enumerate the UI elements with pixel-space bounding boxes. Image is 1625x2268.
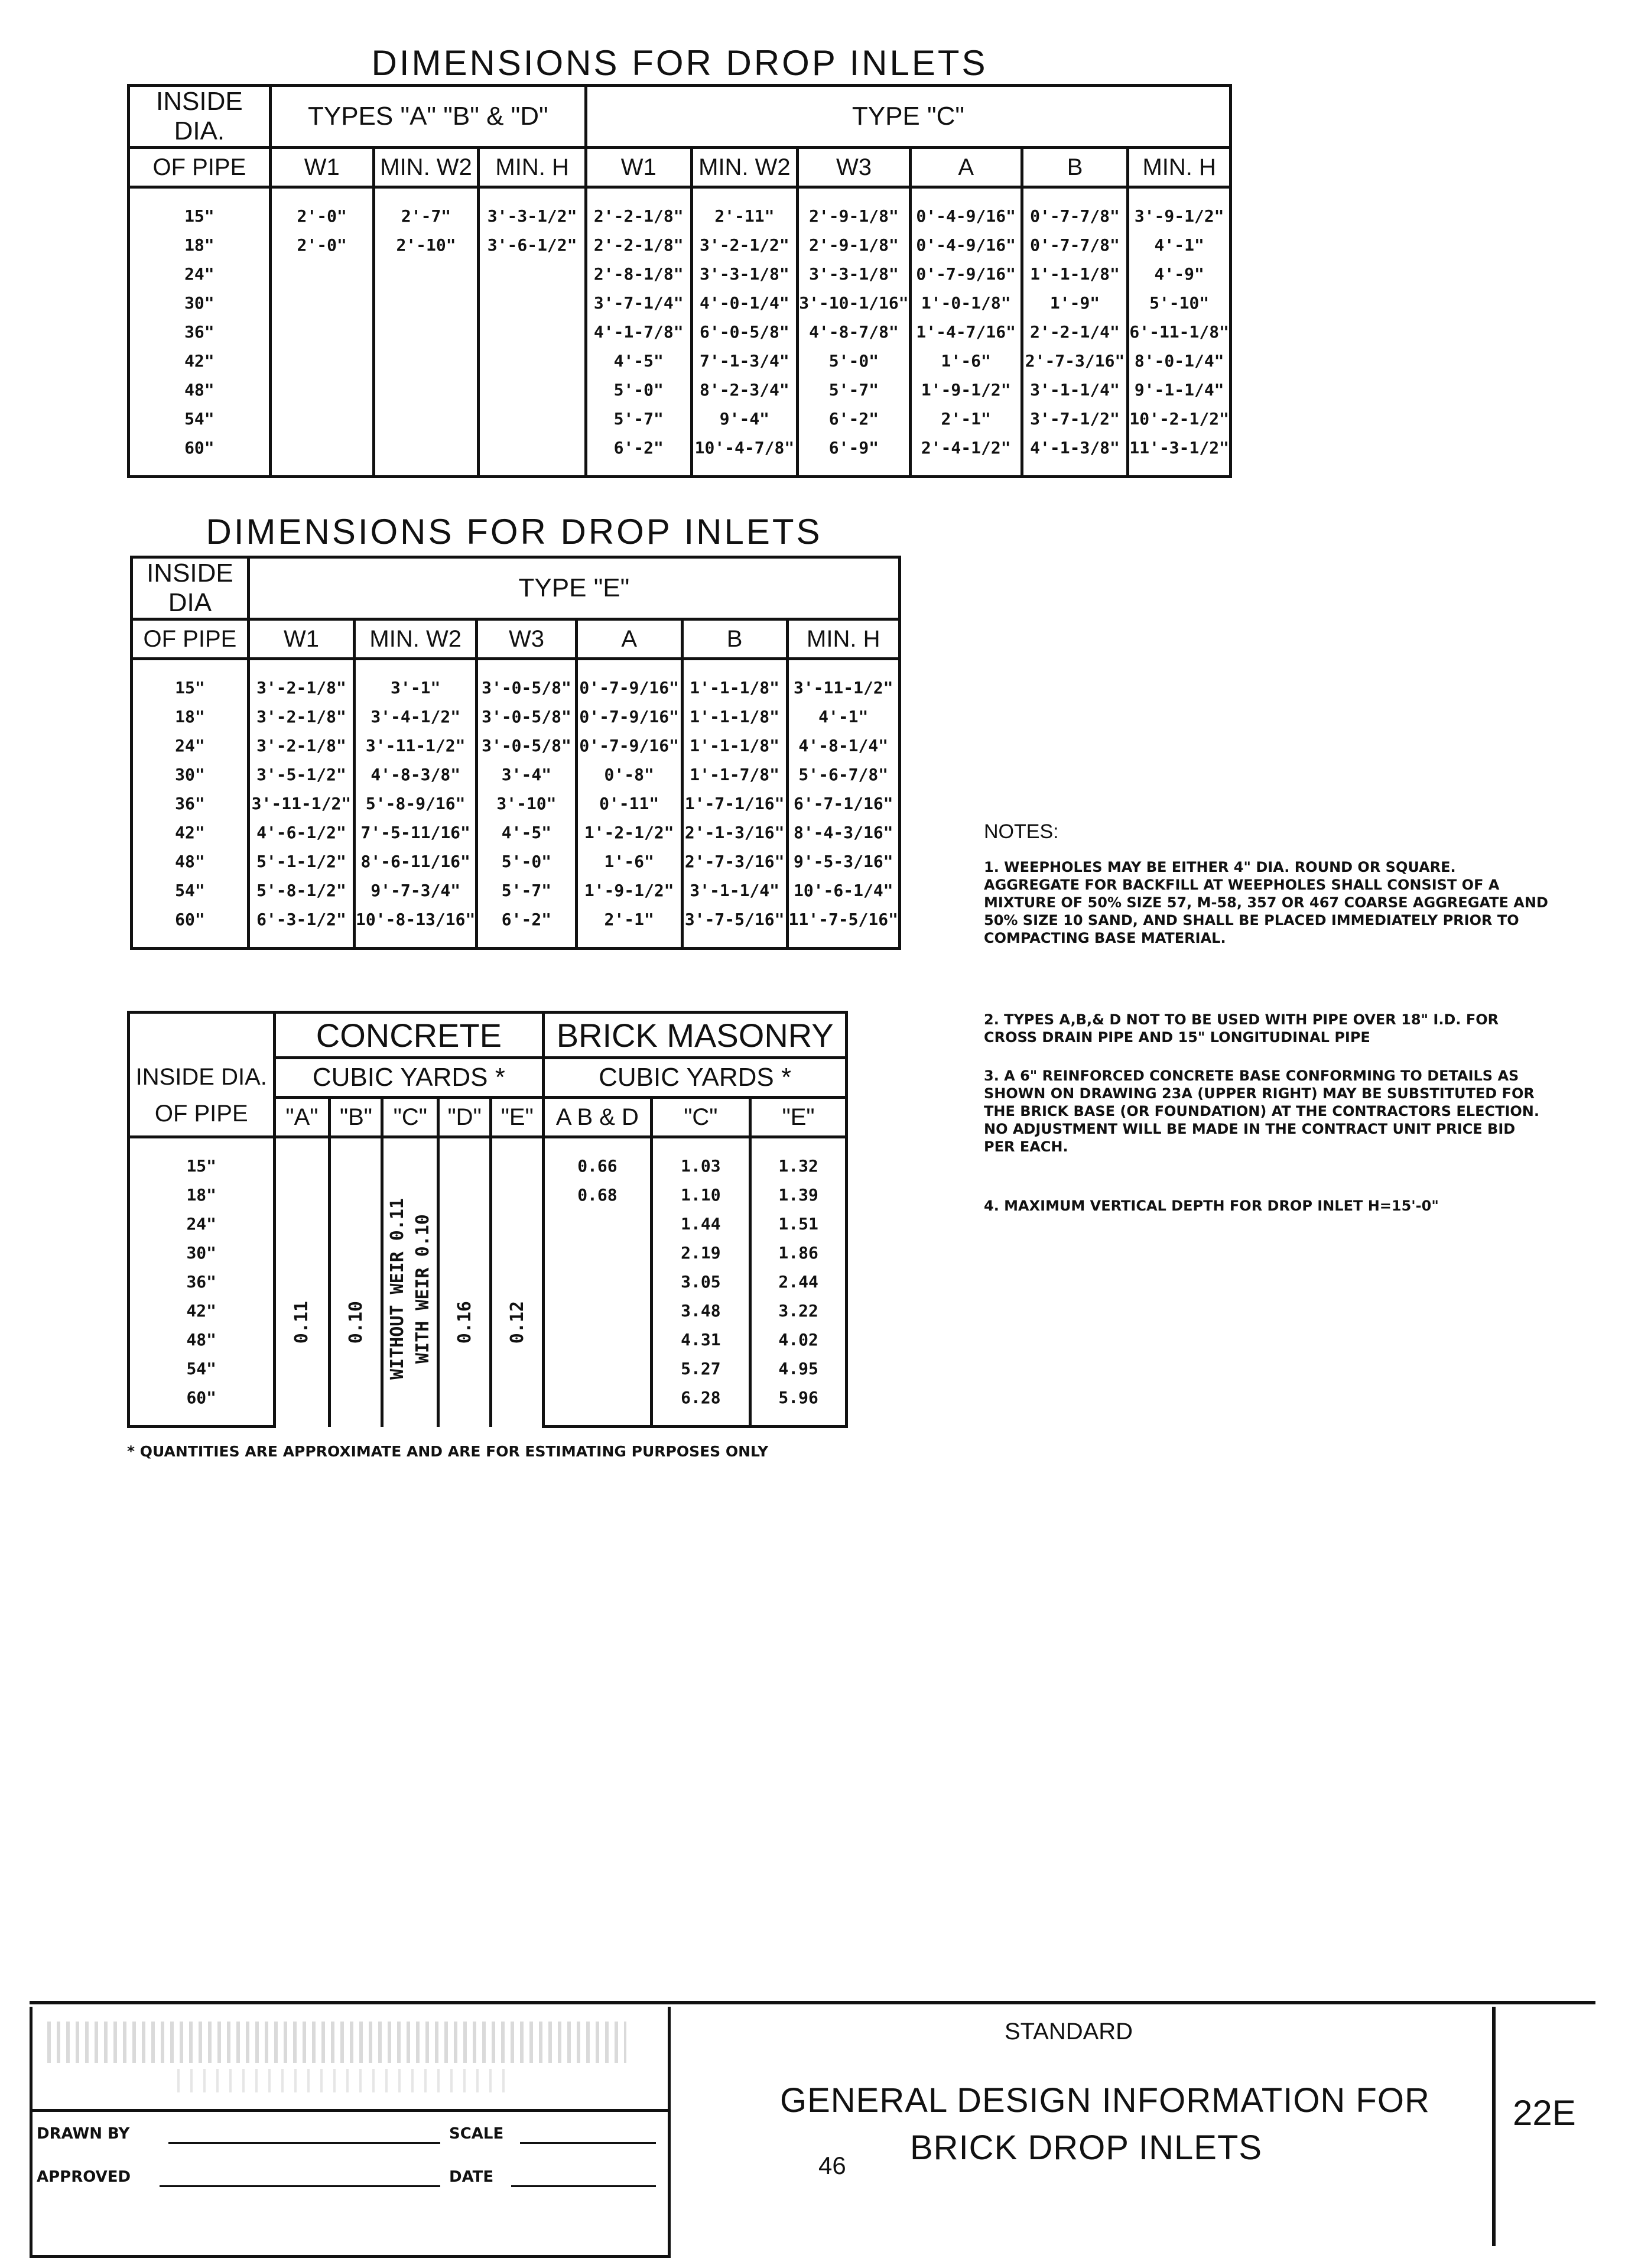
dimension-cell: 2'-7-3/16" [682,847,787,876]
dimension-cell: 8'-2-3/4" [691,375,798,404]
concrete-b-value-cell [330,1151,382,1427]
dimension-cell: 3'-1" [355,673,477,702]
dimension-cell: 3'-11-1/2" [787,673,899,702]
date-label: DATE [449,2168,494,2186]
t2-col-header: W3 [477,619,576,659]
dimension-cell: 6'-2" [798,404,910,433]
pipe-size-cell: 42" [129,346,271,375]
table-row [129,288,1231,317]
title-block-divider [30,2109,668,2112]
dimension-cell: 5'-0" [586,375,691,404]
dimension-cell: 10'-2-1/2" [1128,404,1231,433]
pipe-size-cell: 30" [129,1238,275,1267]
dimension-cell: 3'-0-5/8" [477,673,576,702]
dimension-cell: 3'-6-1/2" [479,231,586,259]
table-row [132,905,900,934]
dimension-cell: 2'-11" [691,202,798,231]
dimension-cell [479,346,586,375]
concrete-c-values-cell [382,1151,438,1427]
brick-c-cell: 4.31 [651,1325,750,1354]
table1-title: DIMENSIONS FOR DROP INLETS [371,43,988,83]
t1-col-header: MIN. W2 [373,148,479,187]
sheet-divider [1492,2007,1496,2246]
dimension-cell: 1'-9" [1022,288,1128,317]
page-number: 46 [818,2152,846,2179]
table-row [132,760,900,789]
t2-of-pipe-header: OF PIPE [132,619,249,659]
t1-col-header: MIN. W2 [691,148,798,187]
dimension-cell: 1'-1-1/8" [682,702,787,731]
dimension-cell: 10'-6-1/4" [787,876,899,905]
t3-col-header: "E" [750,1098,847,1137]
brick-c-cell: 1.03 [651,1151,750,1180]
dimension-cell: 8'-4-3/16" [787,818,899,847]
table-row [132,847,900,876]
brick-abd-cell [544,1325,651,1354]
dimension-cell: 4'-0-1/4" [691,288,798,317]
dimension-cell: 1'-1-1/8" [682,731,787,760]
t1-col-header: W1 [270,148,373,187]
table3-footnote: * QUANTITIES ARE APPROXIMATE AND ARE FOR ESTIMATING PURPOSES ONLY [127,1443,769,1460]
pipe-size-cell: 30" [129,288,271,317]
dimension-cell: 3'-0-5/8" [477,731,576,760]
pipe-size-cell: 15" [132,673,249,702]
dimension-cell [270,404,373,433]
pipe-size-cell: 36" [129,1267,275,1296]
t3-cubic-yards-concrete: CUBIC YARDS * [274,1058,544,1098]
concrete-b-value: 0.10 [345,1301,366,1344]
t1-col-header: B [1022,148,1128,187]
title-block-top-rule [30,2001,1595,2004]
dimension-cell: 1'-2-1/2" [576,818,682,847]
brick-e-cell: 4.95 [750,1354,847,1383]
pipe-size-cell: 24" [129,259,271,288]
drawing-title-line2: BRICK DROP INLETS [910,2129,1263,2167]
pipe-size-cell: 60" [129,433,271,462]
table-row [129,317,1231,346]
pipe-size-cell: 42" [129,1296,275,1325]
dimension-cell: 4'-9" [1128,259,1231,288]
notes-heading: NOTES: [984,820,1059,843]
t3-col-header: "E" [491,1098,544,1137]
pipe-size-cell: 60" [132,905,249,934]
dimension-cell: 2'-0" [270,202,373,231]
dimension-cell: 5'-7" [586,404,691,433]
t1-inside-dia-header: INSIDE DIA. [129,86,271,148]
dimension-cell: 3'-2-1/8" [248,673,354,702]
dimension-cell: 4'-5" [586,346,691,375]
t2-col-header: B [682,619,787,659]
dimension-cell: 4'-8-3/8" [355,760,477,789]
brick-abd-cell [544,1209,651,1238]
dimension-cell [479,317,586,346]
dimension-cell: 1'-0-1/8" [910,288,1022,317]
dimension-cell: 0'-7-9/16" [576,731,682,760]
dimension-cell [270,259,373,288]
pipe-size-cell: 15" [129,1151,275,1180]
dimension-cell [270,317,373,346]
dimension-cell [373,346,479,375]
dimension-cell: 11'-3-1/2" [1128,433,1231,462]
brick-c-cell: 1.44 [651,1209,750,1238]
dimension-cell: 5'-10" [1128,288,1231,317]
dimension-cell: 8'-0-1/4" [1128,346,1231,375]
dimension-cell: 2'-2-1/4" [1022,317,1128,346]
brick-e-cell: 5.96 [750,1383,847,1412]
pipe-size-cell: 48" [129,1325,275,1354]
brick-abd-cell [544,1296,651,1325]
dimension-cell: 3'-7-1/4" [586,288,691,317]
dimension-cell: 5'-1-1/2" [248,847,354,876]
dimension-cell: 1'-9-1/2" [910,375,1022,404]
date-line [511,2185,656,2187]
dimension-cell: 0'-4-9/16" [910,231,1022,259]
dimension-cell: 1'-1-1/8" [1022,259,1128,288]
t2-col-header: W1 [248,619,354,659]
dimension-cell: 3'-5-1/2" [248,760,354,789]
dimension-cell: 5'-8-1/2" [248,876,354,905]
t1-col-header: W3 [798,148,910,187]
brick-abd-cell [544,1354,651,1383]
dimension-cell: 6'-3-1/2" [248,905,354,934]
dimension-cell: 1'-6" [910,346,1022,375]
dimension-cell: 6'-2" [477,905,576,934]
sheet-number: 22E [1513,2093,1576,2133]
t3-col-header: "B" [330,1098,382,1137]
t1-of-pipe-header: OF PIPE [129,148,271,187]
dimension-cell: 1'-9-1/2" [576,876,682,905]
dimension-cell: 11'-7-5/16" [787,905,899,934]
dimension-cell [373,433,479,462]
concrete-a-value-cell [274,1151,330,1427]
t1-types-abd-header: TYPES "A" "B" & "D" [270,86,586,148]
drawing-title-line1: GENERAL DESIGN INFORMATION FOR [780,2081,1430,2120]
dimension-cell: 1'-4-7/16" [910,317,1022,346]
dimension-cell: 9'-4" [691,404,798,433]
dimension-cell: 8'-6-11/16" [355,847,477,876]
t3-col-header: "D" [438,1098,491,1137]
concrete-c-without-weir: WITHOUT WEIR 0.11 [387,1198,408,1380]
brick-c-cell: 3.48 [651,1296,750,1325]
table-row [132,876,900,905]
dimension-cell [270,346,373,375]
dimension-cell: 1'-1-1/8" [682,673,787,702]
dimension-cell: 2'-9-1/8" [798,202,910,231]
table-row [129,433,1231,462]
dimension-cell: 5'-7" [798,375,910,404]
dimension-cell: 4'-8-7/8" [798,317,910,346]
dimension-cell [270,288,373,317]
brick-e-cell: 1.32 [750,1151,847,1180]
agency-stamp-placeholder [47,2022,626,2063]
pipe-size-cell: 60" [129,1383,275,1412]
pipe-size-cell: 18" [129,1180,275,1209]
dimension-cell: 2'-7-3/16" [1022,346,1128,375]
dimension-cell: 0'-7-7/8" [1022,202,1128,231]
standard-label: STANDARD [1005,2019,1133,2045]
t2-col-header: A [576,619,682,659]
t2-inside-dia-header: INSIDE DIA [132,557,249,619]
dimension-cell: 6'-9" [798,433,910,462]
dimension-cell [479,259,586,288]
brick-c-cell: 1.10 [651,1180,750,1209]
t2-col-header: MIN. W2 [355,619,477,659]
table-row [129,259,1231,288]
concrete-e-value-cell [491,1151,544,1427]
t3-inside-dia-header: INSIDE DIA. [135,1063,267,1090]
dimension-cell [479,375,586,404]
dimension-cell: 0'-7-9/16" [576,702,682,731]
dimension-cell: 3'-7-1/2" [1022,404,1128,433]
dimension-cell: 10'-8-13/16" [355,905,477,934]
brick-e-cell: 1.39 [750,1180,847,1209]
dimension-cell: 7'-5-11/16" [355,818,477,847]
dimension-cell: 6'-11-1/8" [1128,317,1231,346]
dimension-cell: 4'-1-3/8" [1022,433,1128,462]
brick-e-cell: 3.22 [750,1296,847,1325]
dimension-cell: 3'-7-5/16" [682,905,787,934]
pipe-size-cell: 48" [132,847,249,876]
table-row [132,818,900,847]
pipe-size-cell: 54" [129,404,271,433]
dimension-cell: 3'-11-1/2" [355,731,477,760]
dimension-cell: 1'-1-7/8" [682,760,787,789]
dimension-cell: 4'-1" [1128,231,1231,259]
dimension-cell [479,404,586,433]
dimension-cell: 0'-8" [576,760,682,789]
dimension-cell [373,404,479,433]
note-2: 2. TYPES A,B,& D NOT TO BE USED WITH PIPE OVER 18" I.D. FOR CROSS DRAIN PIPE AND 15" LONGITUDINAL PIPE [984,1011,1499,1046]
drawn-by-line [168,2142,440,2144]
concrete-a-value: 0.11 [291,1301,313,1344]
t3-col-header: "A" [274,1098,330,1137]
scale-line [520,2142,656,2144]
table3 [127,1011,848,1428]
drawn-by-label: DRAWN BY [37,2125,130,2143]
dimension-cell: 5'-7" [477,876,576,905]
dimension-cell: 3'-1-1/4" [682,876,787,905]
dimension-cell: 0'-7-9/16" [576,673,682,702]
dimension-cell: 9'-1-1/4" [1128,375,1231,404]
note-3: 3. A 6" REINFORCED CONCRETE BASE CONFORMING TO DETAILS AS SHOWN ON DRAWING 23A (UPPER RIGHT) MAY BE SUBSTITUTED FOR THE BRICK BASE (OR FOUNDATION) AT THE CONTRACTORS ELECTION. NO ADJUSTMENT WILL BE MADE IN THE CONTRACT UNIT PRICE BID PER EACH. [984,1068,1539,1155]
dimension-cell: 6'-2" [586,433,691,462]
dimension-cell: 4'-5" [477,818,576,847]
dimension-cell: 9'-5-3/16" [787,847,899,876]
table-row [129,1151,847,1180]
dimension-cell: 4'-1" [787,702,899,731]
dimension-cell: 3'-3-1/8" [691,259,798,288]
dimension-cell: 2'-2-1/8" [586,202,691,231]
brick-abd-cell: 0.68 [544,1180,651,1209]
dimension-cell: 3'-1-1/4" [1022,375,1128,404]
concrete-d-value-cell [438,1151,491,1427]
table1 [127,84,1232,478]
dimension-cell: 1'-6" [576,847,682,876]
dimension-cell: 4'-6-1/2" [248,818,354,847]
brick-abd-cell [544,1238,651,1267]
note-1: 1. WEEPHOLES MAY BE EITHER 4" DIA. ROUND OR SQUARE. AGGREGATE FOR BACKFILL AT WEEPHOLES SHALL CONSIST OF A MIXTURE OF 50% SIZE 57, M-58, 357 OR 467 COARSE AGGREGATE AND 50% SIZE 10 SAND, AND SHALL BE PLACED IMMEDIATELY PRIOR TO COMPACTING BASE MATERIAL. [984,859,1548,946]
pipe-size-cell: 24" [132,731,249,760]
dimension-cell: 0'-7-7/8" [1022,231,1128,259]
pipe-size-cell: 42" [132,818,249,847]
dimension-cell [373,259,479,288]
table-row [132,702,900,731]
brick-abd-cell: 0.66 [544,1151,651,1180]
approved-line [160,2185,440,2187]
dimension-cell: 5'-8-9/16" [355,789,477,818]
dimension-cell: 3'-3-1/8" [798,259,910,288]
pipe-size-cell: 54" [129,1354,275,1383]
pipe-size-cell: 54" [132,876,249,905]
brick-e-cell: 1.86 [750,1238,847,1267]
table-row [129,202,1231,231]
table-row [129,231,1231,259]
dimension-cell [270,433,373,462]
note-4: 4. MAXIMUM VERTICAL DEPTH FOR DROP INLET H=15'-0" [984,1198,1439,1214]
concrete-c-with-weir: WITH WEIR 0.10 [412,1214,434,1364]
dimension-cell: 4'-8-1/4" [787,731,899,760]
pipe-size-cell: 24" [129,1209,275,1238]
dimension-cell: 5'-6-7/8" [787,760,899,789]
dimension-cell: 3'-11-1/2" [248,789,354,818]
scale-label: SCALE [449,2125,504,2143]
dimension-cell [479,433,586,462]
agency-stamp-placeholder-2 [177,2069,508,2092]
dimension-cell: 3'-4-1/2" [355,702,477,731]
t1-col-header: A [910,148,1022,187]
dimension-cell: 3'-2-1/8" [248,702,354,731]
dimension-cell: 3'-2-1/8" [248,731,354,760]
pipe-size-cell: 30" [132,760,249,789]
brick-e-cell: 1.51 [750,1209,847,1238]
dimension-cell: 2'-8-1/8" [586,259,691,288]
dimension-cell: 2'-1" [576,905,682,934]
t3-cubic-yards-brick: CUBIC YARDS * [544,1058,847,1098]
concrete-d-value: 0.16 [454,1301,475,1344]
pipe-size-cell: 18" [132,702,249,731]
dimension-cell: 0'-7-9/16" [910,259,1022,288]
brick-c-cell: 2.19 [651,1238,750,1267]
t1-type-c-header: TYPE "C" [586,86,1230,148]
t3-concrete-header: CONCRETE [274,1013,544,1058]
brick-abd-cell [544,1383,651,1412]
table-row [129,404,1231,433]
pipe-size-cell: 15" [129,202,271,231]
dimension-cell: 3'-9-1/2" [1128,202,1231,231]
table-row [132,789,900,818]
dimension-cell: 2'-2-1/8" [586,231,691,259]
t3-brick-masonry-header: BRICK MASONRY [544,1013,847,1058]
dimension-cell: 6'-0-5/8" [691,317,798,346]
dimension-cell [479,288,586,317]
table-row [129,346,1231,375]
dimension-cell: 3'-3-1/2" [479,202,586,231]
dimension-cell: 2'-4-1/2" [910,433,1022,462]
table-row [129,375,1231,404]
dimension-cell: 2'-1-3/16" [682,818,787,847]
dimension-cell: 2'-10" [373,231,479,259]
dimension-cell: 2'-7" [373,202,479,231]
dimension-cell: 3'-2-1/2" [691,231,798,259]
t3-col-header: "C" [382,1098,438,1137]
brick-abd-cell [544,1267,651,1296]
table2 [130,556,901,950]
brick-e-cell: 2.44 [750,1267,847,1296]
t1-col-header: MIN. H [1128,148,1231,187]
t2-type-e-header: TYPE "E" [248,557,899,619]
t1-col-header: W1 [586,148,691,187]
t1-col-header: MIN. H [479,148,586,187]
dimension-cell: 10'-4-7/8" [691,433,798,462]
pipe-size-cell: 36" [129,317,271,346]
dimension-cell: 3'-4" [477,760,576,789]
table2-title: DIMENSIONS FOR DROP INLETS [206,512,823,551]
dimension-cell: 5'-0" [477,847,576,876]
dimension-cell: 3'-10-1/16" [798,288,910,317]
dimension-cell: 0'-4-9/16" [910,202,1022,231]
dimension-cell [373,317,479,346]
brick-e-cell: 4.02 [750,1325,847,1354]
dimension-cell [270,375,373,404]
table-row [132,673,900,702]
dimension-cell: 6'-7-1/16" [787,789,899,818]
dimension-cell: 3'-10" [477,789,576,818]
dimension-cell: 4'-1-7/8" [586,317,691,346]
t3-col-header: A B & D [544,1098,651,1137]
dimension-cell: 0'-11" [576,789,682,818]
dimension-cell: 2'-0" [270,231,373,259]
brick-c-cell: 3.05 [651,1267,750,1296]
dimension-cell: 3'-0-5/8" [477,702,576,731]
pipe-size-cell: 48" [129,375,271,404]
dimension-cell: 2'-1" [910,404,1022,433]
concrete-e-value: 0.12 [506,1301,528,1344]
pipe-size-cell: 36" [132,789,249,818]
approved-label: APPROVED [37,2168,131,2186]
table-row [132,731,900,760]
pipe-size-cell: 18" [129,231,271,259]
dimension-cell: 9'-7-3/4" [355,876,477,905]
dimension-cell [373,288,479,317]
t3-of-pipe-header: OF PIPE [154,1100,248,1127]
dimension-cell: 7'-1-3/4" [691,346,798,375]
brick-c-cell: 6.28 [651,1383,750,1412]
dimension-cell [373,375,479,404]
brick-c-cell: 5.27 [651,1354,750,1383]
t3-col-header: "C" [651,1098,750,1137]
dimension-cell: 5'-0" [798,346,910,375]
t2-col-header: MIN. H [787,619,899,659]
dimension-cell: 2'-9-1/8" [798,231,910,259]
dimension-cell: 1'-7-1/16" [682,789,787,818]
